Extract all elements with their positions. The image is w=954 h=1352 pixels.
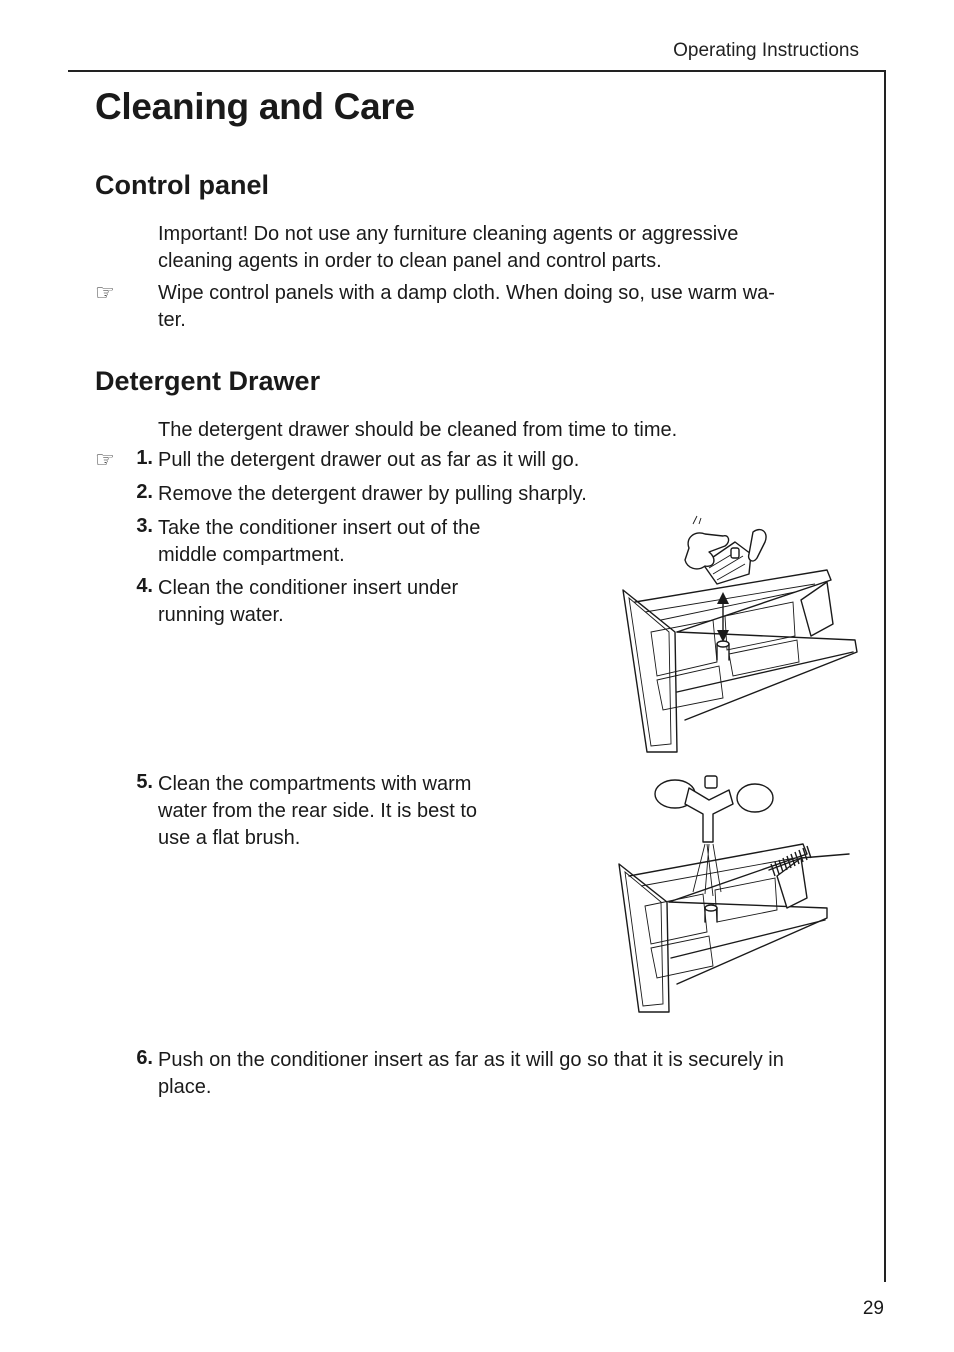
step-text: Pull the detergent drawer out as far as it will go.: [158, 449, 580, 471]
page-title: Cleaning and Care: [95, 86, 415, 127]
important-note: [158, 221, 858, 275]
control-panel-heading: Control panel: [95, 170, 269, 200]
wipe-line-2: ter.: [158, 309, 186, 331]
step-line: water from the rear side. It is best to: [158, 800, 478, 822]
important-line-2: cleaning agents in order to clean panel and control parts.: [158, 250, 662, 272]
right-margin-rule: [884, 70, 886, 1282]
step-number: 6.: [136, 1047, 153, 1069]
step-line: middle compartment.: [158, 544, 345, 566]
step-line: Take the conditioner insert out of the: [158, 517, 481, 539]
step-number: 2.: [136, 481, 153, 503]
step-text: Remove the detergent drawer by pulling sharply.: [158, 483, 587, 505]
step-line: use a flat brush.: [158, 827, 301, 849]
wipe-line-1: Wipe control panels with a damp cloth. When doing so, use warm wa-: [158, 282, 775, 304]
step-number: 4.: [136, 575, 153, 597]
step-number: 5.: [136, 771, 153, 793]
step-line: Clean the compartments with warm: [158, 773, 472, 795]
pointing-hand-icon: ☞: [95, 447, 115, 472]
wipe-instruction: [158, 280, 858, 334]
running-header: Operating Instructions: [673, 40, 859, 61]
pointing-hand-icon: ☞: [95, 280, 115, 305]
compartment-cleaning-illustration: [605, 772, 865, 1022]
step-number: 3.: [136, 515, 153, 537]
step-line: Push on the conditioner insert as far as it will go so that it is securely in: [158, 1049, 784, 1071]
page-number: 29: [862, 1298, 884, 1319]
step-text: [158, 515, 558, 569]
step-line: Clean the conditioner insert under: [158, 577, 459, 599]
important-line-1: Important! Do not use any furniture cleaning agents or aggressive: [158, 223, 739, 245]
drawer-intro: The detergent drawer should be cleaned from time to time.: [158, 419, 678, 441]
step-text: [158, 771, 558, 852]
step-line: running water.: [158, 604, 284, 626]
conditioner-insert-removal-illustration: [605, 512, 870, 762]
step-text: [158, 1047, 858, 1101]
step-number: 1.: [136, 447, 153, 469]
step-line: place.: [158, 1076, 212, 1098]
header-rule: [68, 70, 886, 72]
step-text: [158, 575, 558, 629]
detergent-drawer-heading: Detergent Drawer: [95, 366, 321, 396]
